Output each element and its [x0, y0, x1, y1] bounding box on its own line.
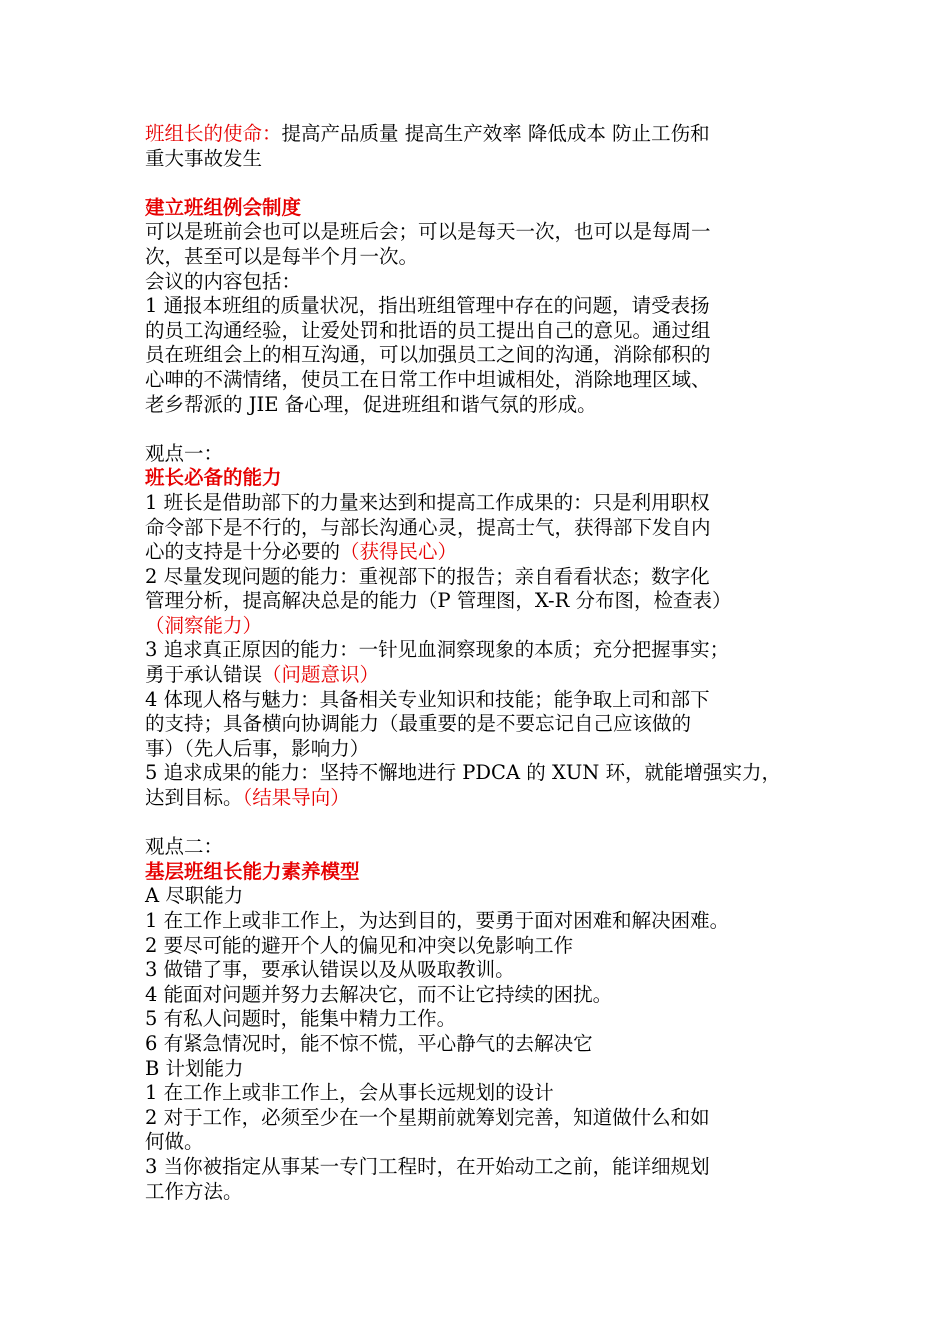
spacer [145, 811, 825, 836]
model-line: 5 有私人问题时，能集中精力工作。 [145, 1007, 457, 1031]
ability-line [145, 663, 825, 688]
ability-text: 达到目标。 [145, 786, 243, 810]
spacer [145, 417, 825, 442]
meeting-line: 次，甚至可以是每半个月一次。 [145, 244, 419, 268]
ability-line: 2 尽量发现问题的能力：重视部下的报告；亲自看看状态；数字化 [145, 564, 710, 588]
ability-tag: （洞察能力） [145, 613, 263, 637]
ability-line: 事）（先人后事，影响力） [145, 736, 370, 760]
ability-text: 勇于承认错误 [145, 663, 263, 687]
ability-line: 4 体现人格与魅力：具备相关专业知识和技能；能争取上司和部下 [145, 687, 710, 711]
ability-tag: （问题意识） [262, 663, 380, 687]
ability-line: 5 追求成果的能力：坚持不懈地进行 PDCA 的 XUN 环，就能增强实力， [145, 761, 782, 785]
meeting-line: 员在班组会上的相互沟通，可以加强员工之间的沟通，消除郁积的 [145, 343, 711, 367]
model-line: 1 在工作上或非工作上，为达到目的，要勇于面对困难和解决困难。 [145, 909, 730, 932]
model-line: A 尽职能力 [145, 884, 244, 908]
mission-text: 提高产品质量 提高生产效率 降低成本 防止工伤和 [281, 122, 710, 145]
viewpoint-2-heading: 基层班组长能力素养模型 [145, 859, 360, 883]
model-line: 工作方法。 [145, 1179, 243, 1203]
model-line: 2 要尽可能的避开个人的偏见和冲突以免影响工作 [145, 933, 574, 957]
ability-line: 1 班长是借助部下的力量来达到和提高工作成果的：只是利用职权 [145, 490, 710, 514]
meeting-line: 可以是班前会也可以是班后会；可以是每天一次，也可以是每周一 [145, 220, 711, 244]
meeting-line: 心呻的不满情绪，使员工在日常工作中坦诚相处，消除地理区域、 [145, 367, 711, 391]
ability-text: 心的支持是十分必要的 [145, 540, 341, 564]
model-line: 3 当你被指定从事某一专门工程时，在开始动工之前，能详细规划 [145, 1154, 710, 1178]
ability-tag: （获得民心） [340, 540, 458, 564]
meeting-line: 1 通报本班组的质量状况，指出班组管理中存在的问题，请受表扬 [145, 294, 710, 318]
meeting-heading: 建立班组例会制度 [145, 195, 302, 219]
document-page [145, 122, 825, 1204]
ability-tag: （结果导向） [242, 786, 350, 810]
ability-line [145, 540, 825, 565]
spacer [145, 171, 825, 196]
mission-label: 班组长的使命： [145, 122, 282, 145]
viewpoint-1-label: 观点一： [145, 441, 224, 465]
model-line: 4 能面对问题并努力去解决它，而不让它持续的困扰。 [145, 982, 613, 1006]
ability-line: 管理分析，提高解决总是的能力（P 管理图，X-R 分布图，检查表） [145, 589, 732, 613]
ability-line: 的支持；具备横向协调能力（最重要的是不要忘记自己应该做的 [145, 712, 692, 736]
viewpoint-2-label: 观点二： [145, 835, 224, 859]
viewpoint-1-heading: 班长必备的能力 [145, 466, 282, 490]
model-line: 6 有紧急情况时，能不惊不慌，平心静气的去解决它 [145, 1031, 593, 1055]
ability-line [145, 786, 825, 811]
model-line: 3 做错了事，要承认错误以及从吸取教训。 [145, 958, 515, 982]
model-line: 1 在工作上或非工作上，会从事长远规划的设计 [145, 1081, 554, 1105]
mission-line-2: 重大事故发生 [145, 146, 263, 170]
model-line: B 计划能力 [145, 1056, 244, 1080]
meeting-line: 的员工沟通经验，让爱处罚和批语的员工提出自己的意见。通过组 [145, 318, 711, 342]
meeting-line: 会议的内容包括： [145, 269, 302, 293]
meeting-line: 老乡帮派的 JIE 备心理，促进班组和谐气氛的形成。 [145, 392, 597, 416]
mission-line-1 [145, 122, 825, 147]
model-line: 何做。 [145, 1130, 204, 1154]
ability-line: 命令部下是不行的，与部长沟通心灵，提高士气，获得部下发自内 [145, 515, 711, 539]
model-line: 2 对于工作，必须至少在一个星期前就筹划完善，知道做什么和如 [145, 1105, 710, 1129]
ability-line: 3 追求真正原因的能力：一针见血洞察现象的本质；充分把握事实； [145, 638, 730, 662]
